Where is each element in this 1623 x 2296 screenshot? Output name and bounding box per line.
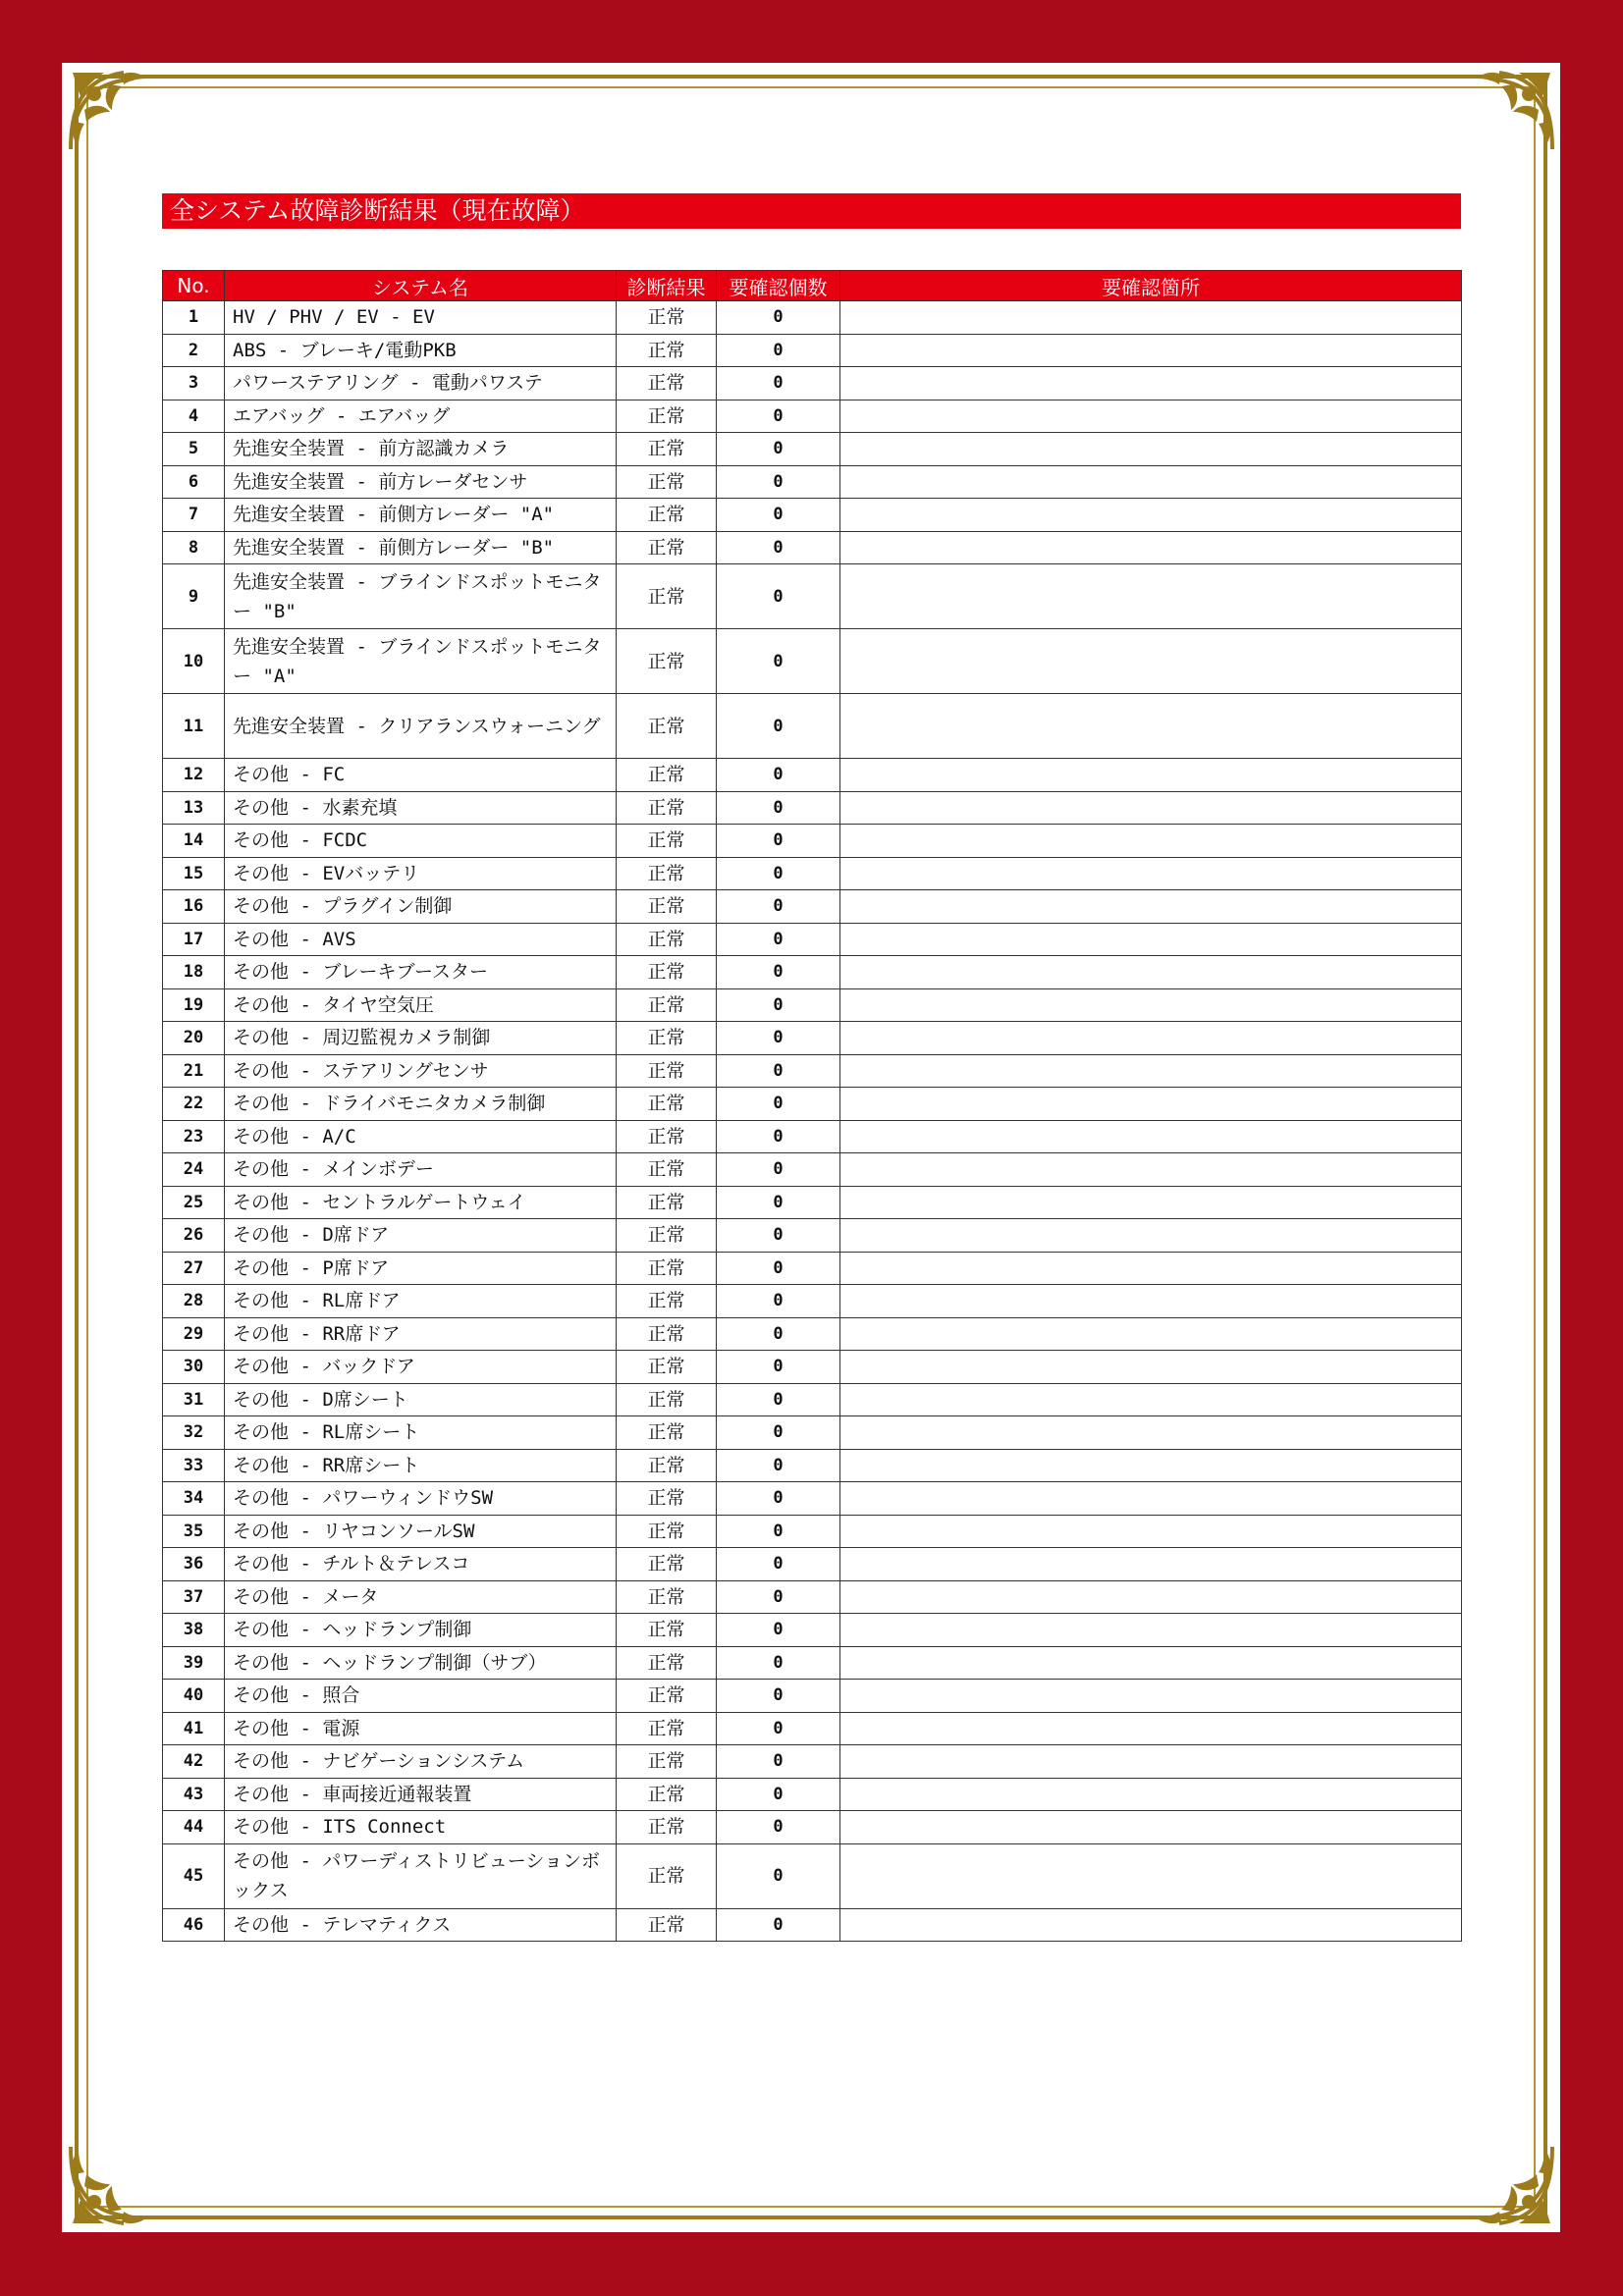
check-location (840, 759, 1462, 792)
row-number: 16 (163, 890, 225, 924)
check-count: 0 (717, 499, 840, 532)
table-row (163, 1548, 1462, 1581)
row-number: 39 (163, 1646, 225, 1680)
row-number: 27 (163, 1252, 225, 1285)
table-header-row (163, 271, 1462, 301)
table-row (163, 334, 1462, 367)
row-number: 38 (163, 1614, 225, 1647)
system-name: その他 - タイヤ空気圧 (225, 988, 617, 1022)
diagnosis-result: 正常 (617, 1351, 717, 1384)
system-name: その他 - AVS (225, 923, 617, 956)
check-count: 0 (717, 1054, 840, 1088)
check-location (840, 1580, 1462, 1614)
system-name: その他 - メインボデー (225, 1153, 617, 1187)
check-location (840, 531, 1462, 564)
diagnosis-result: 正常 (617, 334, 717, 367)
row-number: 41 (163, 1712, 225, 1745)
table-row (163, 465, 1462, 499)
check-count: 0 (717, 433, 840, 466)
row-number: 24 (163, 1153, 225, 1187)
table-row (163, 1712, 1462, 1745)
diagnosis-result: 正常 (617, 825, 717, 858)
diagnosis-result: 正常 (617, 1153, 717, 1187)
system-name: その他 - ヘッドランプ制御（サブ） (225, 1646, 617, 1680)
system-name: その他 - ヘッドランプ制御 (225, 1614, 617, 1647)
table-row (163, 694, 1462, 759)
system-name: その他 - FCDC (225, 825, 617, 858)
check-location (840, 1351, 1462, 1384)
check-count: 0 (717, 1022, 840, 1055)
column-header-count: 要確認個数 (717, 271, 840, 301)
system-name: HV / PHV / EV - EV (225, 301, 617, 335)
diagnosis-result: 正常 (617, 1285, 717, 1318)
system-name: その他 - ITS Connect (225, 1811, 617, 1844)
system-name: その他 - A/C (225, 1120, 617, 1153)
row-number: 31 (163, 1383, 225, 1416)
diagnosis-result: 正常 (617, 988, 717, 1022)
system-name: その他 - ブレーキブースター (225, 956, 617, 989)
report-title: 全システム故障診断結果（現在故障） (162, 193, 1461, 229)
check-count: 0 (717, 1285, 840, 1318)
diagnosis-result: 正常 (617, 499, 717, 532)
check-location (840, 1843, 1462, 1908)
check-count: 0 (717, 1580, 840, 1614)
system-name: その他 - テレマティクス (225, 1908, 617, 1942)
check-count: 0 (717, 301, 840, 335)
check-location (840, 694, 1462, 759)
check-location (840, 1285, 1462, 1318)
diagnosis-result: 正常 (617, 1120, 717, 1153)
check-count: 0 (717, 1680, 840, 1713)
check-count: 0 (717, 465, 840, 499)
check-location (840, 301, 1462, 335)
check-location (840, 433, 1462, 466)
row-number: 36 (163, 1548, 225, 1581)
diagnosis-result: 正常 (617, 1054, 717, 1088)
check-count: 0 (717, 1383, 840, 1416)
check-count: 0 (717, 890, 840, 924)
column-header-result: 診断結果 (617, 271, 717, 301)
diagnosis-result: 正常 (617, 367, 717, 400)
row-number: 5 (163, 433, 225, 466)
diagnosis-result: 正常 (617, 956, 717, 989)
check-location (840, 857, 1462, 890)
ornament-corner-icon (1468, 65, 1558, 155)
system-name: 先進安全装置 - 前側方レーダー "A" (225, 499, 617, 532)
diagnosis-result: 正常 (617, 1317, 717, 1351)
check-location (840, 499, 1462, 532)
row-number: 35 (163, 1515, 225, 1548)
system-name: その他 - 水素充填 (225, 791, 617, 825)
system-name: その他 - RL席シート (225, 1416, 617, 1450)
table-row (163, 1022, 1462, 1055)
table-row (163, 1778, 1462, 1811)
check-location (840, 564, 1462, 629)
row-number: 23 (163, 1120, 225, 1153)
column-header-system-name: システム名 (225, 271, 617, 301)
table-row (163, 1054, 1462, 1088)
diagnosis-result: 正常 (617, 1908, 717, 1942)
row-number: 2 (163, 334, 225, 367)
system-name: その他 - RR席ドア (225, 1317, 617, 1351)
check-count: 0 (717, 1712, 840, 1745)
system-name: エアバッグ - エアバッグ (225, 400, 617, 433)
row-number: 43 (163, 1778, 225, 1811)
diagnosis-result: 正常 (617, 1515, 717, 1548)
row-number: 46 (163, 1908, 225, 1942)
check-location (840, 1088, 1462, 1121)
system-name: その他 - パワーディストリビューションボックス (225, 1843, 617, 1908)
check-count: 0 (717, 1153, 840, 1187)
diagnosis-result: 正常 (617, 791, 717, 825)
table-row (163, 791, 1462, 825)
row-number: 20 (163, 1022, 225, 1055)
table-row (163, 1383, 1462, 1416)
check-location (840, 1908, 1462, 1942)
check-count: 0 (717, 1548, 840, 1581)
table-row (163, 1351, 1462, 1384)
row-number: 28 (163, 1285, 225, 1318)
check-count: 0 (717, 629, 840, 694)
check-count: 0 (717, 791, 840, 825)
diagnosis-result: 正常 (617, 301, 717, 335)
system-name: ABS - ブレーキ/電動PKB (225, 334, 617, 367)
check-location (840, 367, 1462, 400)
table-row (163, 923, 1462, 956)
check-count: 0 (717, 988, 840, 1022)
system-name: その他 - RL席ドア (225, 1285, 617, 1318)
row-number: 12 (163, 759, 225, 792)
table-row (163, 1646, 1462, 1680)
diagnosis-result: 正常 (617, 1219, 717, 1253)
row-number: 4 (163, 400, 225, 433)
diagnosis-result: 正常 (617, 564, 717, 629)
check-location (840, 923, 1462, 956)
table-row (163, 759, 1462, 792)
check-count: 0 (717, 564, 840, 629)
check-count: 0 (717, 1449, 840, 1482)
check-count: 0 (717, 1811, 840, 1844)
check-location (840, 334, 1462, 367)
diagnosis-result: 正常 (617, 465, 717, 499)
system-name: その他 - ステアリングセンサ (225, 1054, 617, 1088)
row-number: 9 (163, 564, 225, 629)
table-row (163, 1285, 1462, 1318)
check-count: 0 (717, 1088, 840, 1121)
diagnosis-result: 正常 (617, 1416, 717, 1450)
system-name: その他 - RR席シート (225, 1449, 617, 1482)
check-location (840, 791, 1462, 825)
table-row (163, 1219, 1462, 1253)
check-count: 0 (717, 1219, 840, 1253)
check-location (840, 1252, 1462, 1285)
check-count: 0 (717, 1614, 840, 1647)
system-name: 先進安全装置 - 前方認識カメラ (225, 433, 617, 466)
check-location (840, 1449, 1462, 1482)
check-count: 0 (717, 1482, 840, 1516)
check-location (840, 825, 1462, 858)
table-row (163, 1843, 1462, 1908)
check-location (840, 1120, 1462, 1153)
system-name: 先進安全装置 - 前側方レーダー "B" (225, 531, 617, 564)
diagnosis-result: 正常 (617, 923, 717, 956)
check-location (840, 400, 1462, 433)
diagnosis-result: 正常 (617, 1580, 717, 1614)
check-count: 0 (717, 1416, 840, 1450)
diagnosis-result: 正常 (617, 1548, 717, 1581)
system-name: その他 - チルト＆テレスコ (225, 1548, 617, 1581)
system-name: 先進安全装置 - ブラインドスポットモニター "A" (225, 629, 617, 694)
row-number: 6 (163, 465, 225, 499)
table-row (163, 1153, 1462, 1187)
diagnosis-result: 正常 (617, 1186, 717, 1219)
system-name: その他 - バックドア (225, 1351, 617, 1384)
diagnosis-result: 正常 (617, 890, 717, 924)
diagnosis-result: 正常 (617, 1745, 717, 1779)
check-location (840, 1811, 1462, 1844)
row-number: 1 (163, 301, 225, 335)
check-location (840, 1515, 1462, 1548)
row-number: 25 (163, 1186, 225, 1219)
row-number: 10 (163, 629, 225, 694)
diagnosis-result: 正常 (617, 1680, 717, 1713)
row-number: 26 (163, 1219, 225, 1253)
system-name: その他 - 車両接近通報装置 (225, 1778, 617, 1811)
check-location (840, 1416, 1462, 1450)
diagnosis-result: 正常 (617, 1646, 717, 1680)
column-header-no: No. (163, 271, 225, 301)
system-name: 先進安全装置 - ブラインドスポットモニター "B" (225, 564, 617, 629)
row-number: 19 (163, 988, 225, 1022)
diagnosis-result: 正常 (617, 1088, 717, 1121)
table-row (163, 1449, 1462, 1482)
diagnosis-result: 正常 (617, 694, 717, 759)
row-number: 33 (163, 1449, 225, 1482)
table-row (163, 988, 1462, 1022)
row-number: 45 (163, 1843, 225, 1908)
table-row (163, 1614, 1462, 1647)
ornament-corner-icon (1468, 2141, 1558, 2231)
system-name: その他 - ドライバモニタカメラ制御 (225, 1088, 617, 1121)
check-count: 0 (717, 1515, 840, 1548)
ornament-corner-icon (65, 65, 155, 155)
diagnosis-result: 正常 (617, 857, 717, 890)
check-count: 0 (717, 400, 840, 433)
check-location (840, 1186, 1462, 1219)
table-row (163, 1120, 1462, 1153)
row-number: 18 (163, 956, 225, 989)
row-number: 13 (163, 791, 225, 825)
system-name: その他 - P席ドア (225, 1252, 617, 1285)
check-location (840, 1778, 1462, 1811)
check-count: 0 (717, 694, 840, 759)
check-count: 0 (717, 1646, 840, 1680)
check-count: 0 (717, 367, 840, 400)
table-row (163, 1515, 1462, 1548)
check-location (840, 1680, 1462, 1713)
check-count: 0 (717, 1843, 840, 1908)
system-name: 先進安全装置 - クリアランスウォーニング (225, 694, 617, 759)
row-number: 44 (163, 1811, 225, 1844)
check-count: 0 (717, 1745, 840, 1779)
table-row (163, 564, 1462, 629)
table-row (163, 1252, 1462, 1285)
system-name: その他 - 電源 (225, 1712, 617, 1745)
check-location (840, 1548, 1462, 1581)
diagnosis-result: 正常 (617, 629, 717, 694)
check-count: 0 (717, 825, 840, 858)
diagnosis-result: 正常 (617, 1843, 717, 1908)
diagnosis-result: 正常 (617, 433, 717, 466)
table-row (163, 1088, 1462, 1121)
diagnosis-result: 正常 (617, 1383, 717, 1416)
table-row (163, 1416, 1462, 1450)
ornament-corner-icon (65, 2141, 155, 2231)
diagnosis-result: 正常 (617, 531, 717, 564)
check-count: 0 (717, 1120, 840, 1153)
system-name: その他 - リヤコンソールSW (225, 1515, 617, 1548)
check-location (840, 988, 1462, 1022)
check-location (840, 1646, 1462, 1680)
system-name: その他 - 照合 (225, 1680, 617, 1713)
table-row (163, 301, 1462, 335)
check-location (840, 1482, 1462, 1516)
check-count: 0 (717, 1351, 840, 1384)
check-count: 0 (717, 1778, 840, 1811)
diagnosis-result: 正常 (617, 1449, 717, 1482)
check-count: 0 (717, 1186, 840, 1219)
check-location (840, 890, 1462, 924)
check-count: 0 (717, 1252, 840, 1285)
check-location (840, 1153, 1462, 1187)
diagnosis-result: 正常 (617, 1614, 717, 1647)
check-count: 0 (717, 759, 840, 792)
table-row (163, 1186, 1462, 1219)
check-count: 0 (717, 956, 840, 989)
check-location (840, 1054, 1462, 1088)
diagnosis-table (162, 270, 1462, 1942)
table-row (163, 433, 1462, 466)
row-number: 21 (163, 1054, 225, 1088)
check-location (840, 1317, 1462, 1351)
row-number: 22 (163, 1088, 225, 1121)
diagnosis-result: 正常 (617, 1778, 717, 1811)
check-location (840, 1745, 1462, 1779)
check-count: 0 (717, 334, 840, 367)
row-number: 34 (163, 1482, 225, 1516)
table-row (163, 1482, 1462, 1516)
table-row (163, 1745, 1462, 1779)
row-number: 7 (163, 499, 225, 532)
row-number: 40 (163, 1680, 225, 1713)
check-count: 0 (717, 1317, 840, 1351)
system-name: その他 - EVバッテリ (225, 857, 617, 890)
table-row (163, 1680, 1462, 1713)
system-name: その他 - 周辺監視カメラ制御 (225, 1022, 617, 1055)
diagnosis-table-body (163, 301, 1462, 1942)
table-row (163, 1908, 1462, 1942)
table-row (163, 857, 1462, 890)
system-name: その他 - FC (225, 759, 617, 792)
system-name: 先進安全装置 - 前方レーダセンサ (225, 465, 617, 499)
table-row (163, 629, 1462, 694)
table-row (163, 400, 1462, 433)
check-location (840, 1022, 1462, 1055)
check-location (840, 1614, 1462, 1647)
check-location (840, 1219, 1462, 1253)
row-number: 3 (163, 367, 225, 400)
row-number: 15 (163, 857, 225, 890)
row-number: 17 (163, 923, 225, 956)
table-row (163, 367, 1462, 400)
system-name: その他 - D席シート (225, 1383, 617, 1416)
table-row (163, 825, 1462, 858)
table-row (163, 499, 1462, 532)
check-location (840, 1712, 1462, 1745)
check-location (840, 629, 1462, 694)
system-name: その他 - セントラルゲートウェイ (225, 1186, 617, 1219)
check-location (840, 956, 1462, 989)
table-row (163, 956, 1462, 989)
diagnosis-result: 正常 (617, 1712, 717, 1745)
system-name: その他 - パワーウィンドウSW (225, 1482, 617, 1516)
check-count: 0 (717, 531, 840, 564)
system-name: その他 - ナビゲーションシステム (225, 1745, 617, 1779)
table-row (163, 1580, 1462, 1614)
system-name: その他 - メータ (225, 1580, 617, 1614)
diagnosis-result: 正常 (617, 1252, 717, 1285)
table-row (163, 890, 1462, 924)
column-header-location: 要確認箇所 (840, 271, 1462, 301)
diagnosis-result: 正常 (617, 759, 717, 792)
row-number: 14 (163, 825, 225, 858)
table-row (163, 1811, 1462, 1844)
check-count: 0 (717, 923, 840, 956)
diagnosis-result: 正常 (617, 400, 717, 433)
row-number: 42 (163, 1745, 225, 1779)
row-number: 29 (163, 1317, 225, 1351)
check-count: 0 (717, 857, 840, 890)
check-count: 0 (717, 1908, 840, 1942)
row-number: 30 (163, 1351, 225, 1384)
table-row (163, 1317, 1462, 1351)
row-number: 8 (163, 531, 225, 564)
diagnosis-result: 正常 (617, 1482, 717, 1516)
row-number: 32 (163, 1416, 225, 1450)
system-name: パワーステアリング - 電動パワステ (225, 367, 617, 400)
row-number: 37 (163, 1580, 225, 1614)
check-location (840, 1383, 1462, 1416)
check-location (840, 465, 1462, 499)
system-name: その他 - D席ドア (225, 1219, 617, 1253)
table-row (163, 531, 1462, 564)
diagnosis-result: 正常 (617, 1811, 717, 1844)
system-name: その他 - プラグイン制御 (225, 890, 617, 924)
diagnosis-result: 正常 (617, 1022, 717, 1055)
row-number: 11 (163, 694, 225, 759)
